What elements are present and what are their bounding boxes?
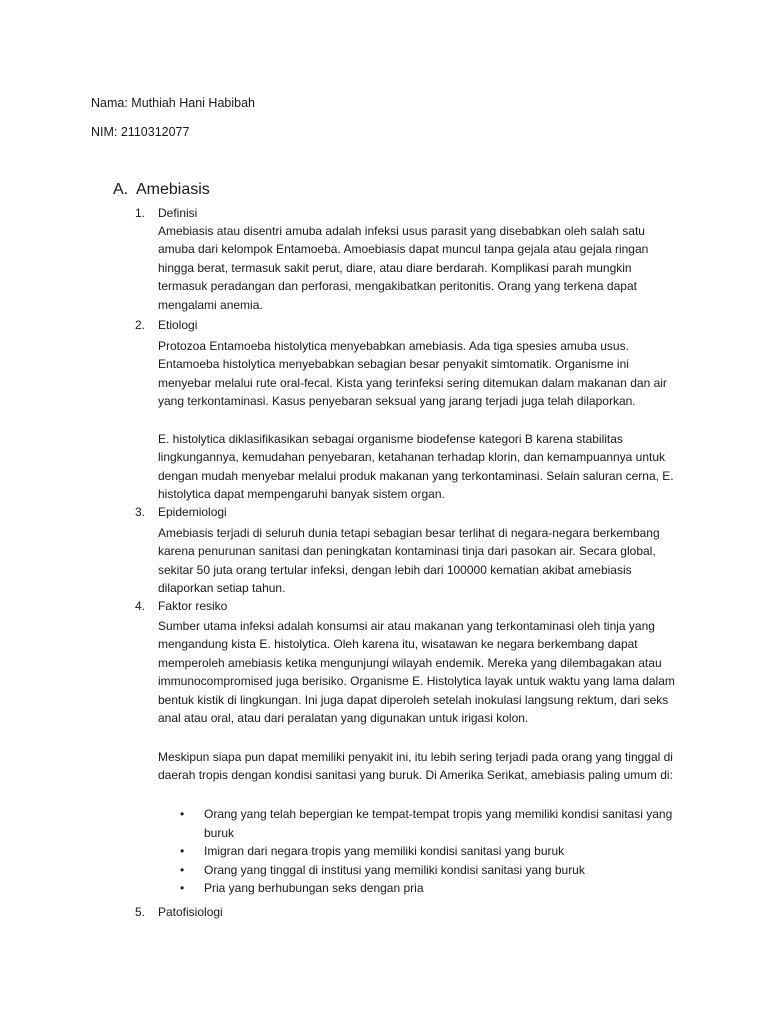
bullet-icon: •	[180, 807, 185, 821]
list-item-text: Orang yang telah bepergian ke tempat-tempat tropis yang memiliki kondisi sanitasi yang buruk	[204, 807, 673, 840]
paragraph: Protozoa Entamoeba histolytica menyebabkan amebiasis. Ada tiga spesies amuba usus. Entamoeba histolytica menyebabkan sebagian besar penyakit simtomatik. Organisme ini menyebar melalui rute oral-fecal. Kista yang terinfeksi sering ditemukan dalam makanan dan air yang terkontaminasi. Kasus penyebaran seksual yang jarang terjadi juga telah dilaporkan.	[158, 339, 667, 409]
paragraph: Meskipun siapa pun dapat memiliki penyakit ini, itu lebih sering terjadi pada orang yang tinggal di daerah tropis dengan kondisi sanitasi yang buruk. Di Amerika Serikat, amebiasis paling umum di:	[158, 750, 673, 783]
item-title: Patofisiologi	[158, 905, 223, 919]
item-number: 3.	[135, 505, 146, 519]
list-item-text: Imigran dari negara tropis yang memiliki kondisi sanitasi yang buruk	[204, 844, 565, 859]
section-title: Amebiasis	[136, 181, 210, 198]
paragraph: Amebiasis atau disentri amuba adalah infeksi usus parasit yang disebabkan oleh salah satu amuba dari kelompok Entamoeba. Amoebiasis dapat muncul tanpa gejala atau gejala ringan hingga berat, termasuk sakit perut, diare, atau diare berdarah. Komplikasi parah mungkin termasuk peradangan dan perforasi, mengakibatkan peritonitis. Orang yang terkena dapat mengalami anemia.	[158, 224, 649, 312]
item-number: 4.	[135, 599, 146, 613]
item-number: 2.	[135, 318, 146, 332]
bullet-icon: •	[180, 862, 185, 877]
bullet-icon: •	[180, 844, 185, 859]
item-title: Etiologi	[158, 318, 198, 332]
list-item-text: Pria yang berhubungan seks dengan pria	[204, 881, 424, 896]
item-number: 5.	[135, 905, 146, 919]
bullet-icon: •	[180, 881, 185, 896]
list-item-text: Orang yang tinggal di institusi yang memiliki kondisi sanitasi yang buruk	[204, 862, 585, 877]
section-heading	[113, 181, 210, 199]
item-title: Epidemiologi	[158, 505, 227, 519]
student-nim: NIM: 2110312077	[91, 125, 190, 139]
list-item	[180, 842, 680, 861]
list-item	[180, 879, 680, 898]
paragraph: E. histolytica diklasifikasikan sebagai organisme biodefense kategori B karena stabilitas lingkungannya, kemudahan penyebaran, ketahanan terhadap klorin, dan kemampuannya untuk dengan mudah menyebar melalui produk makanan yang terkontaminasi. Selain saluran cerna, E. histolytica dapat mempengaruhi banyak sistem organ.	[158, 432, 674, 502]
paragraph: Amebiasis terjadi di seluruh dunia tetapi sebagian besar terlihat di negara-negara berkembang karena penurunan sanitasi dan peningkatan kontaminasi tinja dari pasokan air. Secara global, sekitar 50 juta orang tertular infeksi, dengan lebih dari 100000 kematian akibat amebiasis dilaporkan setiap tahun.	[158, 526, 660, 596]
item-title: Faktor resiko	[158, 599, 228, 613]
student-name: Nama: Muthiah Hani Habibah	[91, 96, 255, 110]
paragraph: Sumber utama infeksi adalah konsumsi air atau makanan yang terkontaminasi oleh tinja yang mengandung kista E. histolytica. Oleh karena itu, wisatawan ke negara berkembang dapat memperoleh amebiasis ketika mengunjungi wilayah endemik. Mereka yang dilembagakan atau immunocompromised juga berisiko. Organisme E. Histolytica layak untuk waktu yang lama dalam bentuk kistik di lingkungan. Ini juga dapat diperoleh setelah inokulasi langsung rektum, dari seks anal atau oral, atau dari peralatan yang digunakan untuk irigasi kolon.	[158, 619, 675, 726]
section-letter: A.	[113, 181, 129, 198]
item-title: Definisi	[158, 206, 198, 220]
bullet-list	[180, 805, 680, 898]
list-item	[180, 805, 680, 842]
item-number: 1.	[135, 206, 146, 220]
list-item	[180, 861, 680, 880]
